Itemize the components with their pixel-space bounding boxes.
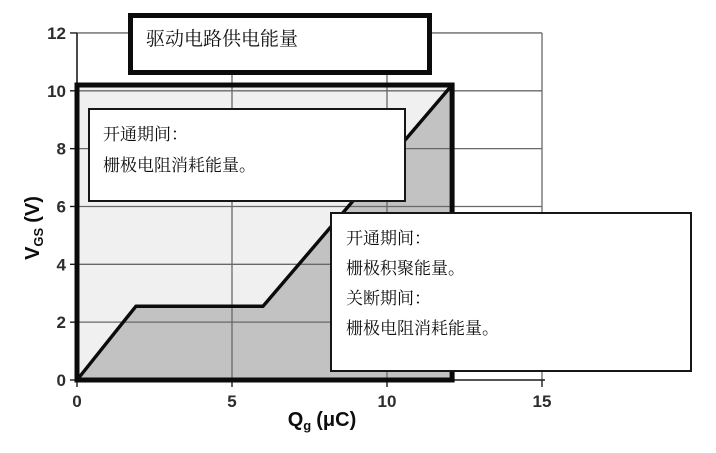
- callout-drive-supply-energy: [128, 13, 432, 75]
- y-tick-label: 6: [56, 197, 66, 217]
- x-tick-label: 5: [227, 392, 237, 411]
- x-tick-label: 0: [72, 392, 82, 411]
- x-axis-symbol: Q: [287, 409, 304, 431]
- x-axis-title: [262, 409, 382, 433]
- y-axis-subscript: GS: [31, 227, 46, 247]
- callout-gate-storage-and-off-resistor-energy: [330, 212, 692, 372]
- x-axis-unit: (μC): [316, 409, 357, 431]
- x-tick-label: 15: [532, 392, 552, 411]
- y-tick-label: 0: [56, 371, 66, 390]
- callout-line: 开通期间：: [103, 125, 188, 144]
- callout-line: 栅极电阻消耗能量。: [103, 156, 256, 175]
- callout-line: 关断期间：: [346, 289, 431, 308]
- y-tick-label: 12: [47, 23, 66, 43]
- x-tick-label: 10: [377, 392, 397, 411]
- callout-line: 开通期间：: [346, 229, 431, 248]
- y-axis-symbol: V: [22, 246, 44, 260]
- y-tick-label: 2: [56, 313, 66, 333]
- y-tick-label: 8: [56, 139, 66, 159]
- callout-line: 驱动电路供电能量: [146, 29, 299, 50]
- x-axis-subscript: g: [303, 418, 312, 433]
- callout-turn-on-resistor-energy: [88, 108, 406, 202]
- y-tick-label: 4: [56, 255, 66, 275]
- callout-line: 栅极积聚能量。: [346, 259, 465, 278]
- y-axis-title: [22, 158, 46, 298]
- y-axis-unit: (V): [22, 196, 44, 223]
- callout-line: 栅极电阻消耗能量。: [346, 319, 499, 338]
- y-tick-label: 10: [47, 81, 66, 101]
